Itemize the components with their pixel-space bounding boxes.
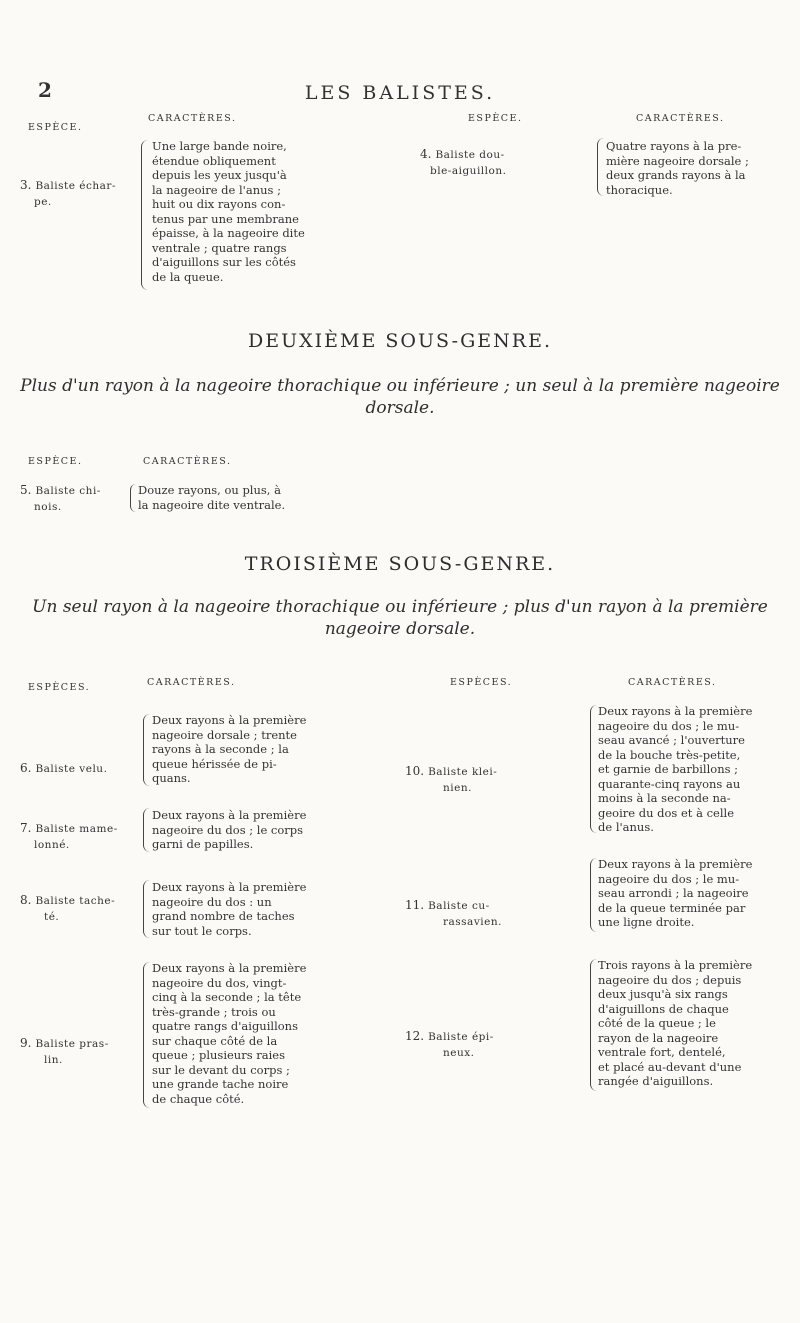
species-description: Deux rayons à la première nageoire du dos, vingt- cinq à la seconde ; la tête très-grande ; trois ou quatre rangs d'aiguillons sur chaque côté de la queue ; plusieurs raies sur le devant du corps ; une grande tache noire de chaque côté.: [152, 961, 307, 1106]
species-description: Une large bande noire, étendue obliquement depuis les yeux jusqu'à la nageoire de l'anus ; huit ou dix rayons con- tenus par une membrane épaisse, à la nageoire dite ventrale ; quatre rangs d'aiguillons sur les côtés de la queue.: [152, 139, 305, 284]
section-title: DEUXIÈME SOUS-GENRE.: [247, 330, 552, 352]
species-description: Deux rayons à la première nageoire du dos ; le corps garni de papilles.: [152, 808, 307, 851]
characters-header: CARACTÈRES.: [147, 677, 236, 688]
species-header: ESPÈCE.: [468, 113, 523, 124]
characters-header: CARACTÈRES.: [148, 113, 237, 124]
species-header: ESPÈCES.: [28, 682, 91, 693]
species-name: 9. Baliste pras- lin.: [20, 1036, 109, 1066]
species-name: 11. Baliste cu- rassavien.: [405, 898, 502, 928]
brace: [143, 880, 150, 938]
section-definition: Un seul rayon à la nageoire thorachique ou inférieure ; plus d'un rayon à la première nageoire dorsale.: [32, 597, 768, 639]
species-description: Deux rayons à la première nageoire dorsale ; trente rayons à la seconde ; la queue hérissée de pi- quans.: [152, 713, 307, 785]
section-definition: Plus d'un rayon à la nageoire thorachique ou inférieure ; un seul à la première nageoire dorsale.: [20, 376, 780, 418]
page-number: 2: [38, 78, 52, 102]
characters-header: CARACTÈRES.: [628, 677, 717, 688]
brace: [597, 138, 604, 196]
species-name: 4. Baliste dou- ble-aiguillon.: [420, 147, 507, 177]
species-name: 10. Baliste klei- nien.: [405, 764, 498, 794]
characters-header: CARACTÈRES.: [143, 456, 232, 467]
species-name: 12. Baliste épi- neux.: [405, 1029, 494, 1059]
species-name: 5. Baliste chi- nois.: [20, 483, 101, 513]
species-name: 6. Baliste velu.: [20, 761, 108, 775]
species-header: ESPÈCE.: [28, 122, 83, 133]
running-title: LES BALISTES.: [304, 82, 496, 104]
species-name: 3. Baliste échar- pe.: [20, 178, 116, 208]
brace: [143, 808, 150, 852]
species-header: ESPÈCE.: [28, 456, 83, 467]
brace: [130, 484, 136, 512]
species-description: Quatre rayons à la pre- mière nageoire dorsale ; deux grands rayons à la thoracique.: [606, 139, 749, 197]
species-description: Deux rayons à la première nageoire du dos ; le mu- seau avancé ; l'ouverture de la bouche très-petite, et garnie de barbillons ; quarante-cinq rayons au moins à la seconde na- geoire du dos et à celle de l'anus.: [598, 704, 753, 834]
species-description: Deux rayons à la première nageoire du dos : un grand nombre de taches sur tout le corps.: [152, 880, 307, 938]
brace: [143, 962, 150, 1108]
brace: [590, 959, 597, 1091]
species-description: Douze rayons, ou plus, à la nageoire dite ventrale.: [138, 483, 286, 512]
species-name: 7. Baliste mame- lonné.: [20, 821, 118, 851]
brace: [590, 858, 597, 932]
characters-header: CARACTÈRES.: [636, 113, 725, 124]
species-description: Trois rayons à la première nageoire du dos ; depuis deux jusqu'à six rangs d'aiguillons de chaque côté de la queue ; le rayon de la nageoire ventrale fort, dentelé, et placé au-devant d'une rangée d'aiguillons.: [598, 958, 753, 1088]
brace: [143, 714, 150, 786]
species-description: Deux rayons à la première nageoire du dos ; le mu- seau arrondi ; la nageoire de la queue terminée par une ligne droite.: [598, 857, 753, 929]
species-name: 8. Baliste tache- té.: [20, 893, 116, 923]
brace: [141, 140, 148, 290]
species-header: ESPÈCES.: [450, 677, 513, 688]
brace: [590, 705, 597, 833]
section-title: TROISIÈME SOUS-GENRE.: [244, 553, 556, 575]
